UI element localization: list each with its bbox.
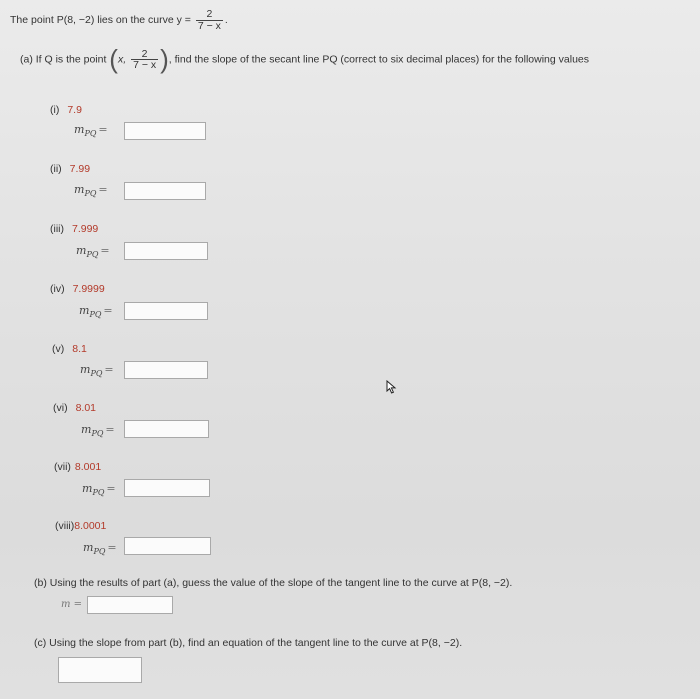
item-x-value: 7.99 [69,163,91,175]
answer-input-viii[interactable] [124,537,211,555]
q-fraction-denominator: 7 − x [133,59,157,71]
item-x-value: 7.9999 [72,283,105,295]
m-pq-label: $m_{PQ}$ = [80,363,114,379]
answer-input-ii[interactable] [124,182,206,200]
part-b-statement: (b) Using the results of part (a), guess the value of the slope of the tangent line to the curve at P(8, −2). [34,577,513,589]
m-pq-label: $m_{PQ}$ = [76,244,110,260]
problem-trailing: . [224,13,228,26]
item-x-value: 8.001 [74,461,102,473]
curve-fraction-numerator: 2 [196,9,223,21]
mouse-pointer-icon [386,380,398,394]
item-label: (vii) 8.001 [54,461,102,473]
part-b-m-label: m = [61,599,83,610]
item-label: (vi) 8.01 [53,402,97,414]
m-pq-label: $m_{PQ}$ = [82,482,116,498]
item-label: (iii) 7.999 [50,223,99,235]
item-x-value: 8.1 [72,343,87,355]
part-a-statement [20,44,589,75]
m-pq-label: $m_{PQ}$ = [79,304,113,320]
left-paren: ( [109,44,118,74]
part-a-suffix: , find the slope of the secant line PQ (correct to six decimal places) for the following values [168,53,590,66]
part-a-prefix: (a) If Q is the point [20,53,107,66]
item-x-value: 7.999 [72,223,99,235]
answer-input-iv[interactable] [124,302,208,320]
q-x-coordinate: x, [117,53,127,66]
item-x-value: 8.0001 [74,520,107,532]
m-pq-label: $m_{PQ}$ = [83,541,117,557]
item-label: (i) 7.9 [50,104,82,116]
answer-input-i[interactable] [124,122,206,140]
part-c-statement: (c) Using the slope from part (b), find an equation of the tangent line to the curve at P(8, −2). [34,637,463,649]
item-x-value: 7.9 [67,104,82,116]
item-label: (v) 8.1 [52,343,87,355]
m-pq-label: $m_{PQ}$ = [81,423,115,439]
item-label: (ii) 7.99 [50,163,91,175]
m-pq-label: $m_{PQ}$ = [74,123,108,139]
curve-fraction [196,9,223,31]
answer-input-v[interactable] [124,361,208,379]
right-paren: ) [160,44,169,74]
part-c-answer-input[interactable] [58,657,142,683]
answer-input-vii[interactable] [124,479,210,497]
item-label: (viii)8.0001 [55,520,107,532]
q-fraction-numerator: 2 [131,49,158,61]
answer-input-iii[interactable] [124,242,208,260]
curve-fraction-denominator: 7 − x [197,19,221,32]
q-fraction [131,49,158,71]
problem-statement [10,9,228,31]
answer-input-vi[interactable] [124,420,209,438]
item-label: (iv) 7.9999 [50,283,105,295]
m-pq-label: $m_{PQ}$ = [74,183,108,199]
item-x-value: 8.01 [75,402,97,414]
part-b-answer-input[interactable] [87,596,173,614]
problem-intro: The point P(8, −2) lies on the curve y = [10,13,191,26]
